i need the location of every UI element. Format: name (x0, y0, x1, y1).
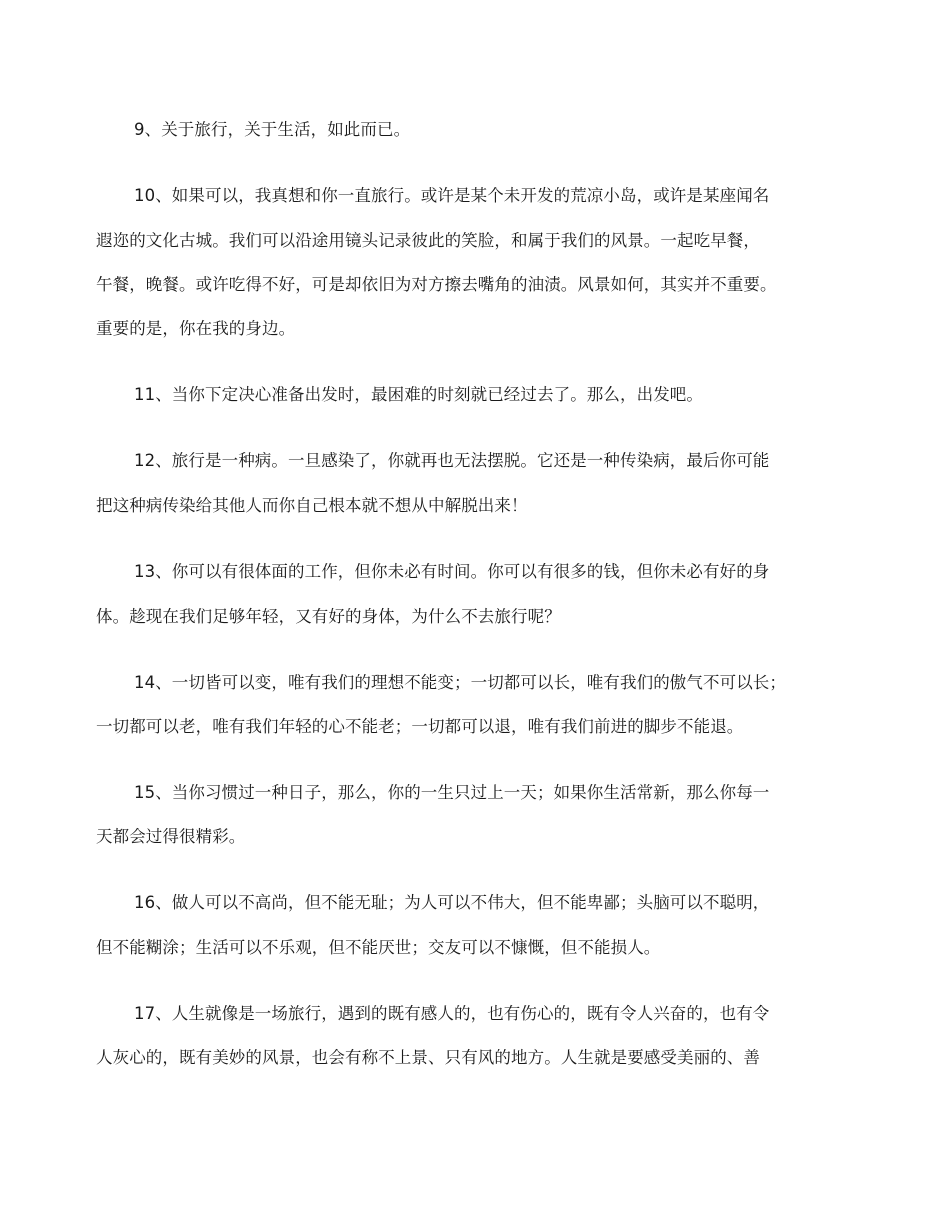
paragraph-12-line-2: 把这种病传染给其他人而你自己根本就不想从中解脱出来！ (96, 496, 528, 515)
paragraph-9-line-1: 9、关于旅行，关于生活，如此而已。 (134, 120, 411, 139)
paragraph-17-line-2: 人灰心的，既有美妙的风景，也会有称不上景、只有风的地方。人生就是要感受美丽的、善 (96, 1048, 760, 1067)
paragraph-12-line-1: 12、旅行是一种病。一旦感染了，你就再也无法摆脱。它还是一种传染病，最后你可能 (134, 451, 770, 470)
paragraph-10-line-1: 10、如果可以，我真想和你一直旅行。或许是某个未开发的荒凉小岛，或许是某座闻名 (134, 186, 770, 205)
paragraph-13-line-1: 13、你可以有很体面的工作，但你未必有时间。你可以有很多的钱，但你未必有好的身 (134, 562, 770, 581)
paragraph-10-line-4: 重要的是，你在我的身边。 (96, 319, 296, 338)
paragraph-17-line-1: 17、人生就像是一场旅行，遇到的既有感人的，也有伤心的，既有令人兴奋的，也有令 (134, 1004, 770, 1023)
paragraph-10-line-2: 遐迩的文化古城。我们可以沿途用镜头记录彼此的笑脸，和属于我们的风景。一起吃早餐， (96, 231, 760, 250)
paragraph-13-line-2: 体。趁现在我们足够年轻，又有好的身体，为什么不去旅行呢？ (96, 607, 561, 626)
paragraph-14-line-1: 14、一切皆可以变，唯有我们的理想不能变；一切都可以长，唯有我们的傲气不可以长； (134, 673, 786, 692)
paragraph-11-line-1: 11、当你下定决心准备出发时，最困难的时刻就已经过去了。那么，出发吧。 (134, 385, 703, 404)
paragraph-15-line-1: 15、当你习惯过一种日子，那么，你的一生只过上一天；如果你生活常新，那么你每一 (134, 783, 770, 802)
paragraph-14-line-2: 一切都可以老，唯有我们年轻的心不能老；一切都可以退，唯有我们前进的脚步不能退。 (96, 717, 744, 736)
paragraph-10-line-3: 午餐，晚餐。或许吃得不好，可是却依旧为对方擦去嘴角的油渍。风景如何，其实并不重要。 (96, 275, 777, 294)
paragraph-15-line-2: 天都会过得很精彩。 (96, 827, 246, 846)
paragraph-16-line-1: 16、做人可以不高尚，但不能无耻；为人可以不伟大，但不能卑鄙；头脑可以不聪明， (134, 893, 770, 912)
paragraph-16-line-2: 但不能糊涂；生活可以不乐观，但不能厌世；交友可以不慷慨，但不能损人。 (96, 938, 661, 957)
